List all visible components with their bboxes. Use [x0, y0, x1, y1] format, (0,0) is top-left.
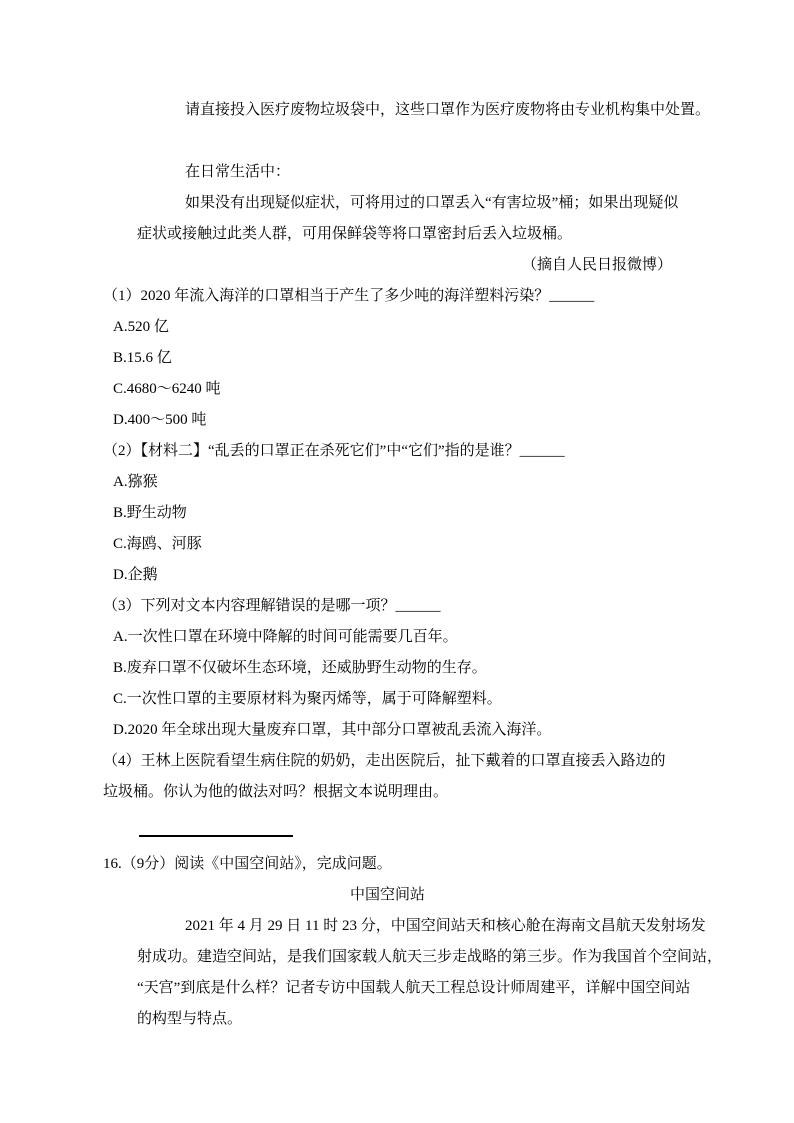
question-1-option-a: A.520 亿: [113, 319, 169, 335]
question-3-option-c: C.一次性口罩的主要原材料为聚丙烯等，属于可降解塑料。: [113, 691, 502, 707]
question-2-option-b: B.野生动物: [113, 505, 187, 521]
question-2-stem: （2）【材料二】“乱丢的口罩正在杀死它们”中“它们”指的是谁？______: [103, 443, 565, 459]
passage-paragraph: 请直接投入医疗废物垃圾袋中，这些口罩作为医疗废物将由专业机构集中处置。: [185, 102, 711, 118]
question-3-option-b: B.废弃口罩不仅破坏生态环境，还威胁野生动物的生存。: [113, 660, 487, 676]
passage-title: 中国空间站: [349, 887, 425, 903]
question-divider: [103, 808, 672, 839]
question-16-header: 16.（9分）阅读《中国空间站》，完成问题。: [103, 856, 392, 872]
divider-line: [139, 835, 293, 837]
q16-passage-line: 的构型与特点。: [137, 1011, 243, 1027]
question-4-stem-line: （4）王林上医院看望生病住院的奶奶，走出医院后，扯下戴着的口罩直接丢入路边的: [103, 753, 666, 769]
question-1-option-b: B.15.6 亿: [113, 350, 172, 366]
question-3-stem: （3）下列对文本内容理解错误的是哪一项？______: [103, 598, 441, 614]
question-1-option-c: C.4680～6240 吨: [113, 381, 221, 397]
question-2-option-d: D.企鹅: [113, 567, 158, 583]
question-2-option-c: C.海鸥、河豚: [113, 536, 202, 552]
question-1-option-d: D.400～500 吨: [113, 412, 207, 428]
question-1-stem: （1）2020 年流入海洋的口罩相当于产生了多少吨的海洋塑料污染？______: [103, 288, 595, 304]
question-2-option-a: A.猕猴: [113, 474, 158, 490]
q16-passage-line: 射成功。建造空间站，是我们国家载人航天三步走战略的第三步。作为我国首个空间站，: [137, 949, 723, 965]
question-3-option-a: A.一次性口罩在环境中降解的时间可能需要几百年。: [113, 629, 458, 645]
passage-paragraph-line: 症状或接触过此类人群，可用保鲜袋等将口罩密封后丢入垃圾桶。: [137, 226, 573, 242]
blank-line: [103, 126, 672, 157]
passage-paragraph-line: 如果没有出现疑似症状，可将用过的口罩丢入“有害垃圾”桶；如果出现疑似: [185, 195, 679, 211]
passage-paragraph: 在日常生活中：: [185, 164, 291, 180]
source-attribution: （摘自人民日报微博）: [521, 257, 672, 273]
q16-passage-line: 2021 年 4 月 29 日 11 时 23 分，中国空间站天和核心舱在海南文昌航天发射场发: [185, 918, 706, 934]
question-3-option-d: D.2020 年全球出现大量废弃口罩，其中部分口罩被乱丢流入海洋。: [113, 722, 552, 738]
q16-passage-line: “天宫”到底是什么样？记者专访中国载人航天工程总设计师周建平，详解中国空间站: [137, 980, 691, 996]
question-4-stem-line: 垃圾桶。你认为他的做法对吗？根据文本说明理由。: [103, 784, 449, 800]
